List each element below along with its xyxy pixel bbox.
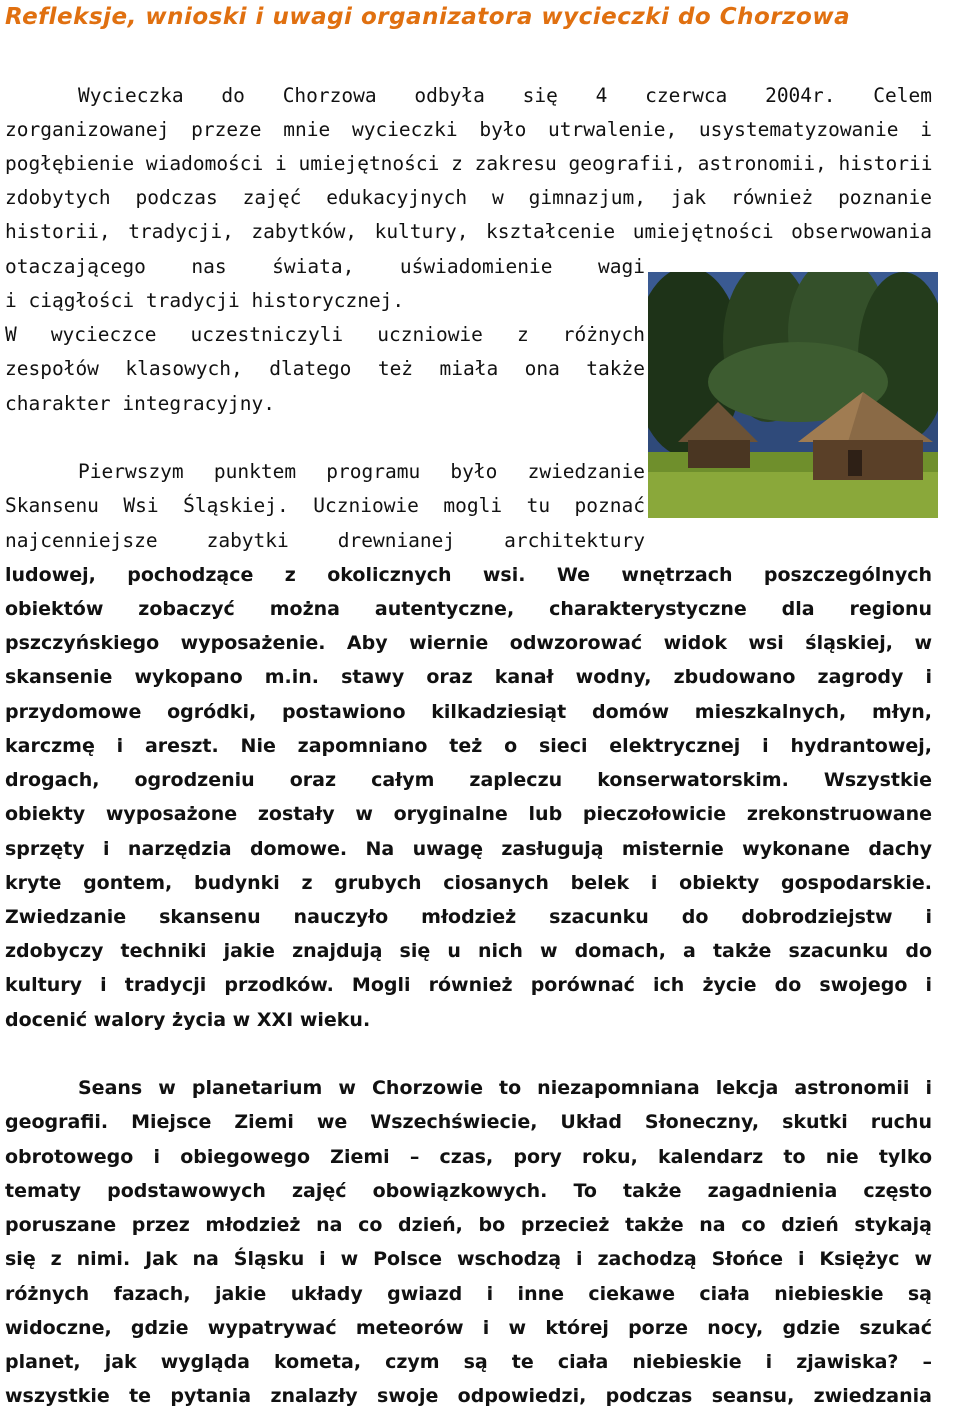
text-line: obrotowego i obiegowego Ziemi – czas, pory roku, kalendarz to nie tylko [5, 1146, 932, 1168]
text-line: Seans w planetarium w Chorzowie to niezapomniana lekcja astronomii i [78, 1077, 932, 1099]
text-line: karczmę i areszt. Nie zapomniano też o sieci elektrycznej i hydrantowej, [5, 735, 932, 757]
text-line: kryte gontem, budynki z grubych ciosanych belek i obiekty gospodarskie. [5, 872, 932, 894]
text-line: zespołów klasowych, dlatego też miała ona także [5, 357, 645, 380]
text-line: najcenniejsze zabytki drewnianej architektury [5, 529, 645, 552]
text-line: planet, jak wygląda kometa, czym są te ciała niebieskie i zjawiska? – [5, 1351, 932, 1373]
text-line: różnych fazach, jakie układy gwiazd i inne ciekawe ciała niebieskie są [5, 1283, 932, 1305]
text-line: tematy podstawowych zajęć obowiązkowych. To także zagadnienia często [5, 1180, 932, 1202]
text-line: się z nimi. Jak na Śląsku i w Polsce wschodzą i zachodzą Słońce i Księżyc w [5, 1248, 932, 1270]
text-line: zorganizowanej przeze mnie wycieczki było utrwalenie, usystematyzowanie i [5, 118, 932, 141]
text-line: drogach, ogrodzeniu oraz całym zapleczu konserwatorskim. Wszystkie [5, 769, 932, 791]
text-line: historii, tradycji, zabytków, kultury, kształcenie umiejętności obserwowania [5, 220, 932, 243]
skansen-photo [648, 272, 938, 518]
text-line: i ciągłości tradycji historycznej. [5, 289, 405, 312]
text-line: pogłębienie wiadomości i umiejętności z zakresu geografii, astronomii, historii [5, 152, 933, 175]
text-line: otaczającego nas świata, uświadomienie wagi [5, 255, 645, 278]
text-line: W wycieczce uczestniczyli uczniowie z różnych [5, 323, 645, 346]
text-line: Pierwszym punktem programu było zwiedzanie [78, 460, 645, 483]
text-line: skansenie wykopano m.in. stawy oraz kanał wodny, zbudowano zagrody i [5, 666, 932, 688]
text-line: Wycieczka do Chorzowa odbyła się 4 czerwca 2004r. Celem [78, 84, 932, 107]
text-line: sprzęty i narzędzia domowe. Na uwagę zasługują misternie wykonane dachy [5, 838, 932, 860]
text-line: docenić walory życia w XXI wieku. [5, 1009, 371, 1031]
text-line: obiektów zobaczyć można autentyczne, charakterystyczne dla regionu [5, 598, 932, 620]
text-line: Skansenu Wsi Śląskiej. Uczniowie mogli tu poznać [5, 494, 645, 517]
text-line: wszystkie te pytania znalazły swoje odpowiedzi, podczas seansu, zwiedzania [5, 1385, 932, 1407]
text-line: pszczyńskiego wyposażenie. Aby wiernie odwzorować widok wsi śląskiej, w [5, 632, 932, 654]
document-title: Refleksje, wnioski i uwagi organizatora wycieczki do Chorzowa [5, 4, 851, 30]
text-line: geografii. Miejsce Ziemi we Wszechświecie, Układ Słoneczny, skutki ruchu [5, 1111, 932, 1133]
text-line: przydomowe ogródki, postawiono kilkadziesiąt domów mieszkalnych, młyn, [5, 701, 932, 723]
text-line: poruszane przez młodzież na co dzień, bo przecież także na co dzień stykają [5, 1214, 932, 1236]
text-line: kultury i tradycji przodków. Mogli również porównać ich życie do swojego i [5, 974, 932, 996]
text-line: ludowej, pochodzące z okolicznych wsi. We wnętrzach poszczególnych [5, 564, 932, 586]
text-line: widoczne, gdzie wypatrywać meteorów i w której porze nocy, gdzie szukać [5, 1317, 932, 1339]
text-line: zdobytych podczas zajęć edukacyjnych w gimnazjum, jak również poznanie [5, 186, 932, 209]
skansen-photo-icon [648, 272, 938, 518]
text-line: charakter integracyjny. [5, 392, 276, 415]
text-line: zdobyczy techniki jakie znajdują się u nich w domach, a także szacunku do [5, 940, 932, 962]
text-line: obiekty wyposażone zostały w oryginalne lub pieczołowicie zrekonstruowane [5, 803, 932, 825]
text-line: Zwiedzanie skansenu nauczyło młodzież szacunku do dobrodziejstw i [5, 906, 932, 928]
